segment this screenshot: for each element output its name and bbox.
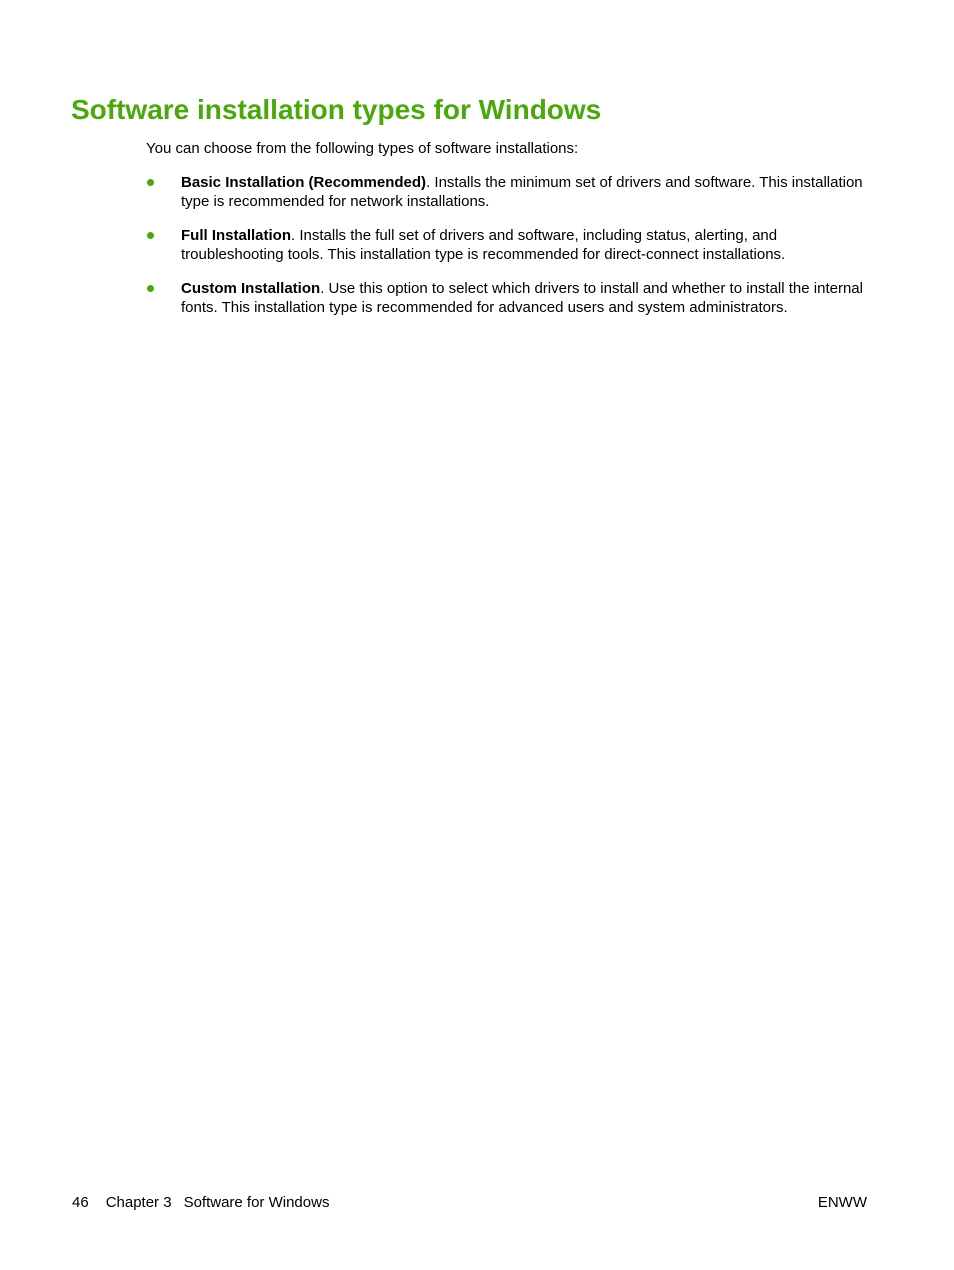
bullet-icon (147, 179, 154, 186)
chapter-title: Software for Windows (183, 1194, 330, 1211)
bullet-icon (147, 285, 154, 292)
item-description: . Installs the full set of drivers and software, including status, alerting, and troubleshooting tools. This installation type is recommended for direct-connect installations. (181, 227, 786, 263)
chapter-label: Chapter 3 (105, 1194, 172, 1211)
bullet-icon (147, 232, 154, 239)
intro-paragraph: You can choose from the following types of software installations: (146, 140, 579, 157)
page-number: 46 (72, 1194, 89, 1211)
item-description: . Use this option to select which drivers to install and whether to install the internal fonts. This installation type is recommended for advanced users and system administrators. (181, 280, 863, 316)
item-term: Custom Installation (181, 280, 321, 297)
list-item-full-installation (146, 226, 866, 264)
installation-types-list (146, 173, 866, 332)
footer-left (72, 1193, 329, 1212)
item-term: Basic Installation (Recommended) (181, 174, 427, 191)
list-item-basic-installation (146, 173, 866, 211)
item-description: . Installs the minimum set of drivers and software. This installation type is recommended for network installations. (181, 174, 863, 210)
page-title: Software installation types for Windows (71, 94, 602, 125)
footer-locale: ENWW (817, 1194, 867, 1211)
item-term: Full Installation (181, 227, 292, 244)
list-item-custom-installation (146, 279, 866, 317)
